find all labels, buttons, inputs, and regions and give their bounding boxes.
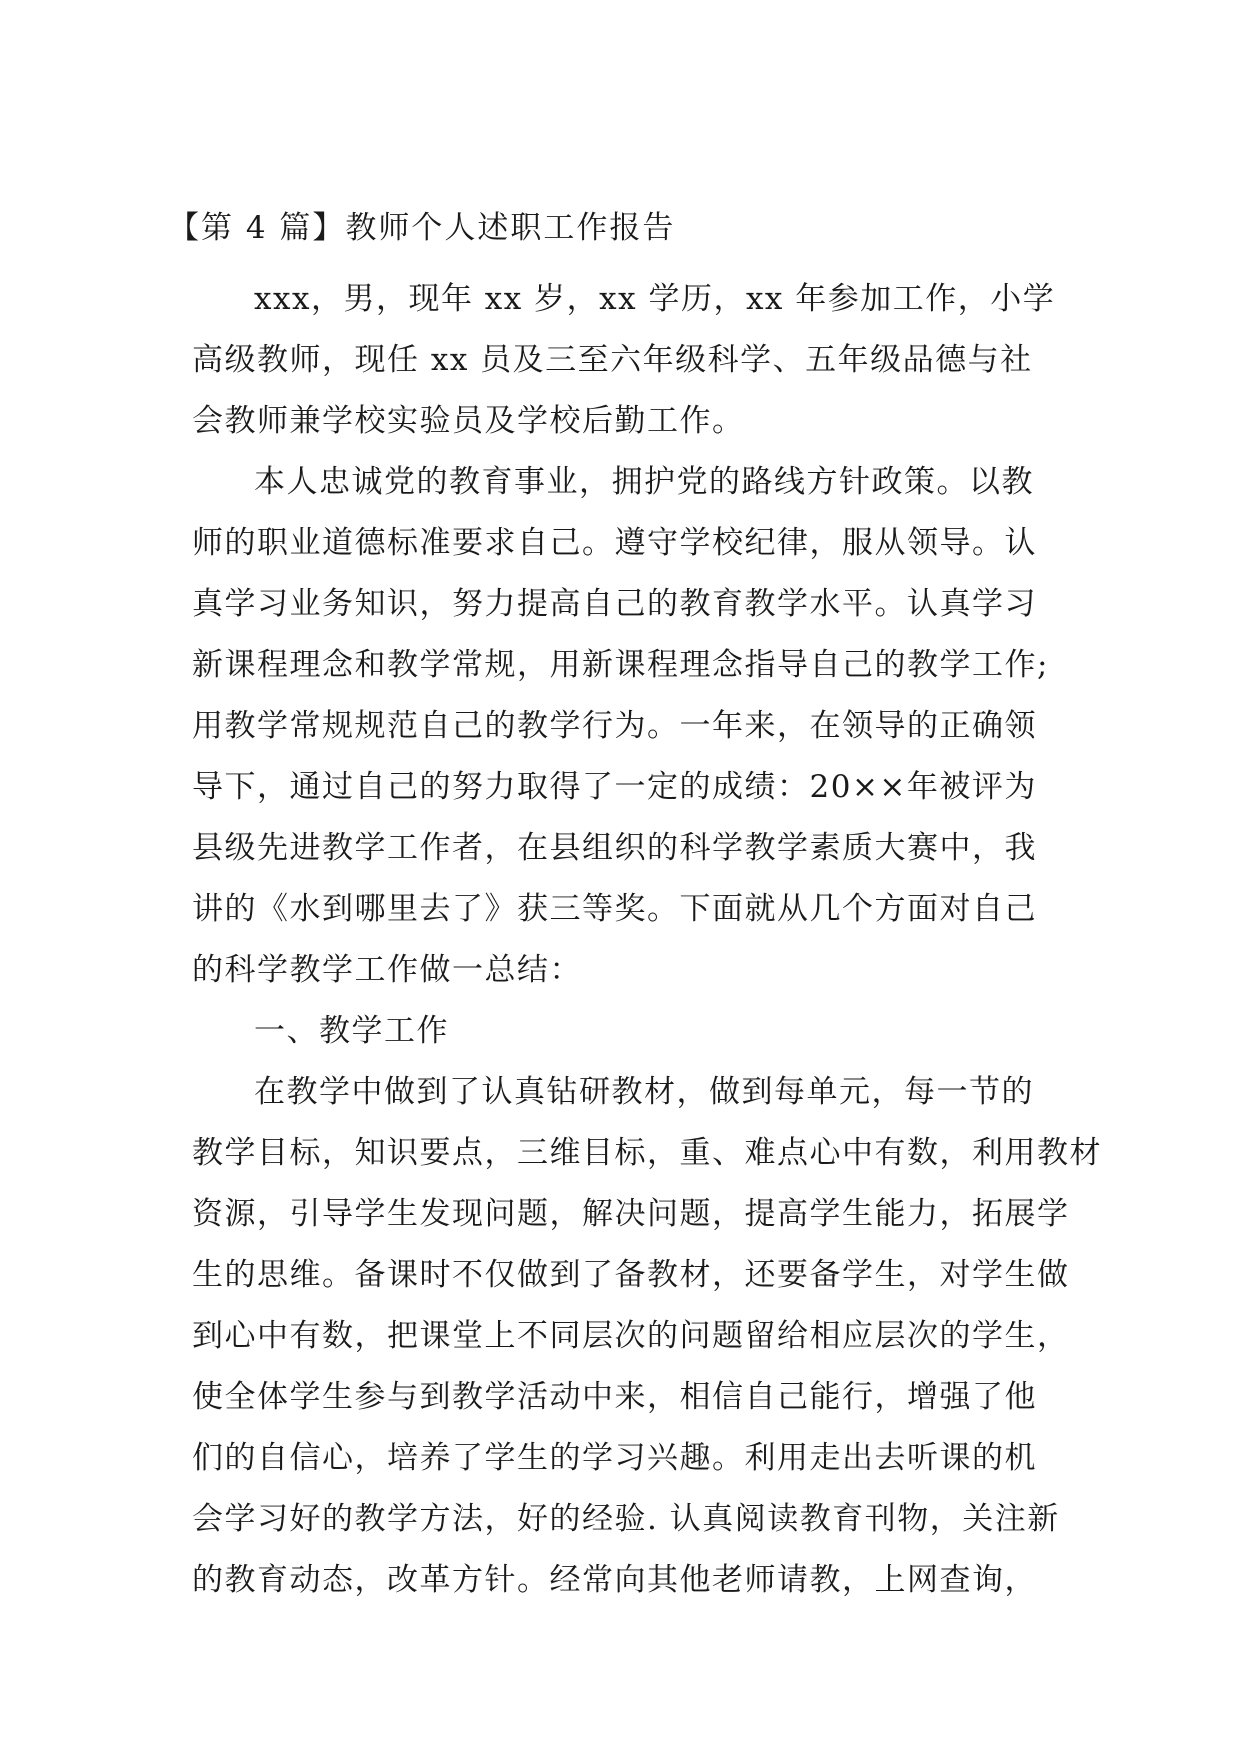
text-line: 新课程理念和教学常规，用新课程理念指导自己的教学工作; — [192, 647, 1049, 683]
text-line: 资源，引导学生发现问题，解决问题，提高学生能力，拓展学 — [192, 1196, 1070, 1232]
text-line: 的科学教学工作做一总结： — [192, 952, 582, 988]
paragraph-intro — [192, 269, 1056, 452]
document-title: 【第 4 篇】教师个人述职工作报告 — [168, 210, 676, 246]
text-line: 高级教师，现任 xx 员及三至六年级科学、五年级品德与社 — [192, 342, 1033, 378]
text-line: 会学习好的教学方法，好的经验. 认真阅读教育刊物，关注新 — [192, 1501, 1060, 1537]
text-line: 们的自信心，培养了学生的学习兴趣。利用走出去听课的机 — [192, 1440, 1037, 1476]
text-line: 到心中有数，把课堂上不同层次的问题留给相应层次的学生， — [192, 1318, 1070, 1354]
paragraph-teaching — [192, 1062, 1102, 1611]
text-line: 教学目标，知识要点，三维目标，重、难点心中有数，利用教材 — [192, 1135, 1102, 1171]
text-line: xxx，男，现年 xx 岁，xx 学历，xx 年参加工作，小学 — [254, 281, 1056, 317]
text-line: 用教学常规规范自己的教学行为。一年来，在领导的正确领 — [192, 708, 1037, 744]
text-line: 讲的《水到哪里去了》获三等奖。下面就从几个方面对自己 — [192, 891, 1037, 927]
text-line: 真学习业务知识，努力提高自己的教育教学水平。认真学习 — [192, 586, 1037, 622]
text-line: 本人忠诚党的教育事业，拥护党的路线方针政策。以教 — [254, 464, 1034, 500]
text-line: 师的职业道德标准要求自己。遵守学校纪律，服从领导。认 — [192, 525, 1037, 561]
document-body — [168, 210, 1102, 1611]
section-heading-teaching — [192, 1001, 1052, 1062]
text-line: 使全体学生参与到教学活动中来，相信自己能行，增强了他 — [192, 1379, 1037, 1415]
text-line: 生的思维。备课时不仅做到了备教材，还要备学生，对学生做 — [192, 1257, 1070, 1293]
paragraph-summary — [192, 452, 1052, 1001]
text-line: 会教师兼学校实验员及学校后勤工作。 — [192, 403, 745, 439]
text-line: 县级先进教学工作者，在县组织的科学教学素质大赛中，我 — [192, 830, 1037, 866]
text-line: 导下，通过自己的努力取得了一定的成绩：20××年被评为 — [192, 769, 1037, 805]
text-line: 的教育动态，改革方针。经常向其他老师请教，上网查询， — [192, 1562, 1037, 1598]
text-line: 在教学中做到了认真钻研教材，做到每单元，每一节的 — [254, 1074, 1034, 1110]
text-line: 一、教学工作 — [254, 1013, 449, 1049]
